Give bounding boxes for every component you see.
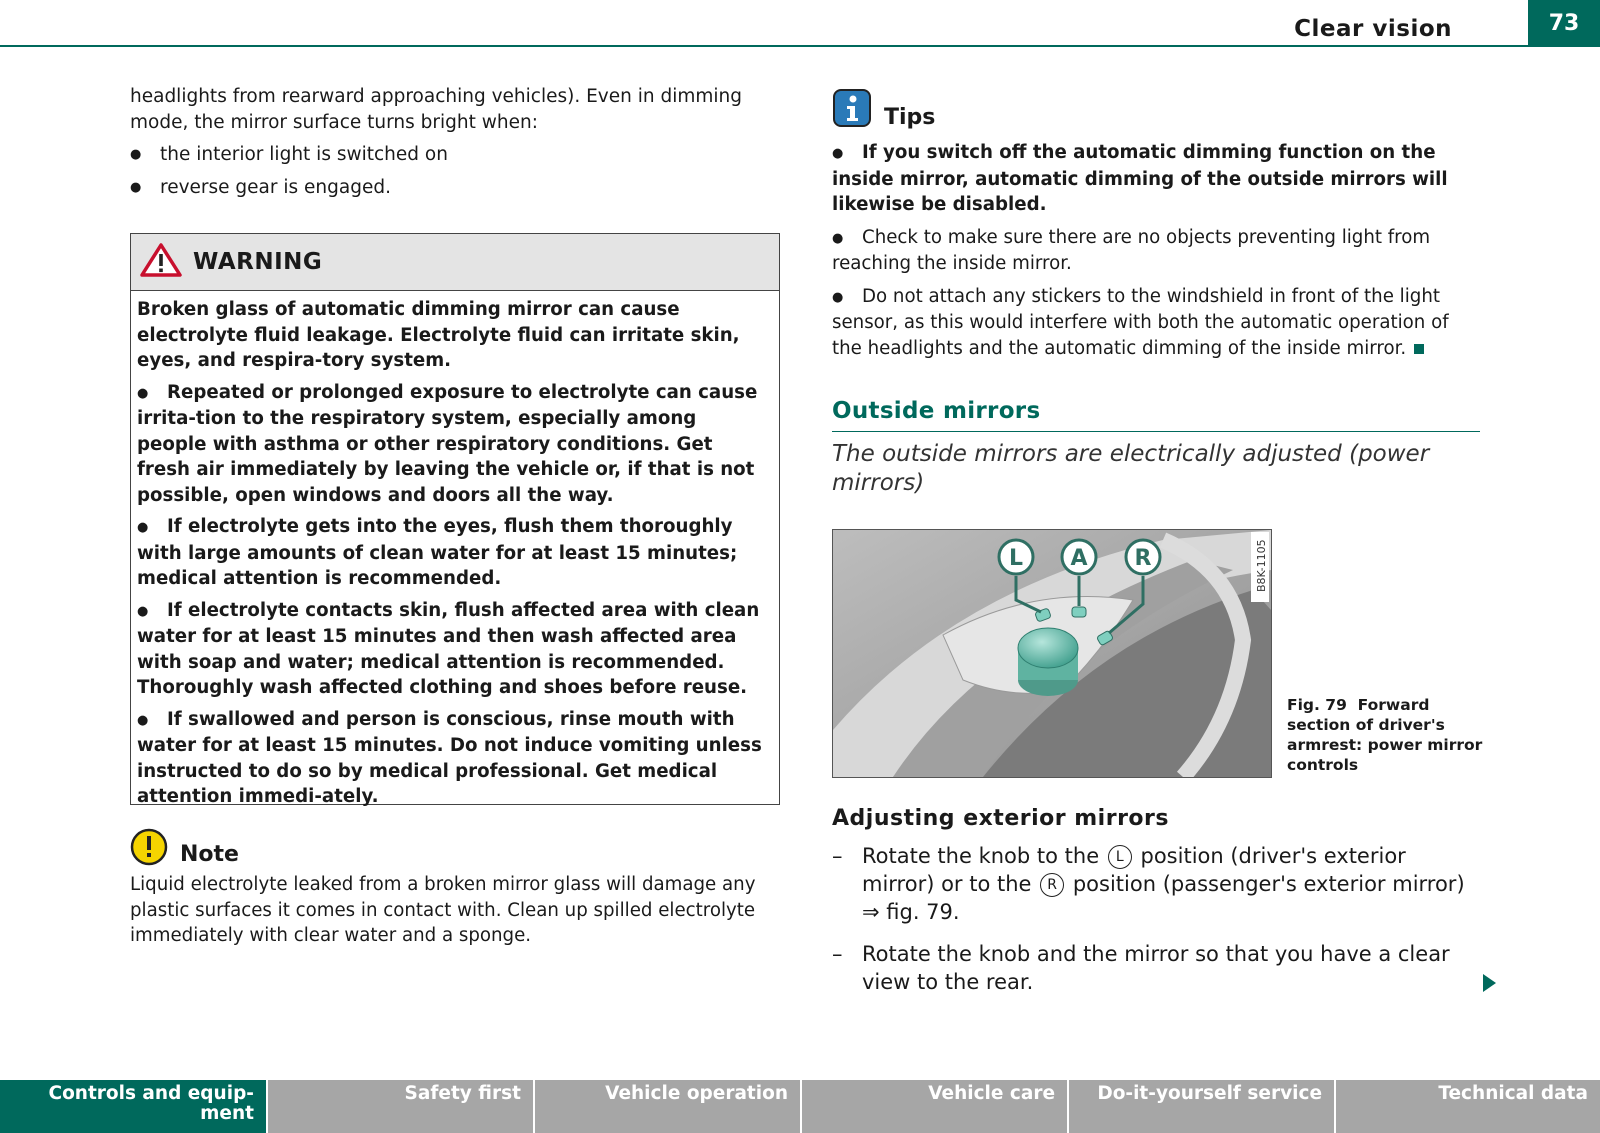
continue-arrow-icon [1483, 974, 1496, 992]
tab-vehicle-care[interactable]: Vehicle care [802, 1080, 1067, 1133]
warning-item: ● If swallowed and person is conscious, rinse mouth with water for at least 15 minutes. Do not induce vomiting unless instructed to do so by medical professional. Get medical attention immedi-ately. [137, 708, 762, 807]
chapter-title: Clear vision [1294, 16, 1452, 42]
tip-item: ● Do not attach any stickers to the windshield in front of the light sensor, as this would interfere with both the automatic operation of the headlights and the automatic dimming of the inside mirror. [832, 285, 1449, 359]
bullet-item: ● the interior light is switched on [130, 142, 780, 168]
figure-caption: Fig. 79 Forward section of driver's armrest: power mirror controls [1287, 696, 1483, 774]
warning-lead: Broken glass of automatic dimming mirror can cause electrolyte fluid leakage. Electrolyte fluid can irritate skin, eyes, and respira-tory system. [137, 299, 740, 371]
warning-header [131, 234, 779, 291]
warning-item: ● Repeated or prolonged exposure to electrolyte can cause irrita-tion to the respiratory system, especially among people with asthma or other respiratory conditions. Get fresh air immediately by leaving the vehicle or, if that is not possible, open windows and doors all the way. [137, 381, 758, 506]
label-r-icon [1126, 540, 1160, 574]
label-a-icon [1062, 540, 1096, 574]
warning-triangle-icon [139, 242, 183, 282]
tips-label: Tips [884, 104, 936, 130]
label-l-icon [999, 540, 1033, 574]
figure-armrest-controls [832, 529, 1272, 778]
end-marker-icon [1414, 344, 1424, 354]
tab-diy-service[interactable]: Do-it-yourself service [1069, 1080, 1334, 1133]
info-icon [832, 88, 872, 132]
page-number: 73 [1528, 0, 1600, 47]
left-column [130, 84, 780, 200]
intro-text: headlights from rearward approaching vehicles). Even in dimming mode, the mirror surface turns bright when: [130, 86, 743, 133]
instruction-step: – Rotate the knob to the L position (driver's exterior mirror) or to the R position (passenger's exterior mirror) ⇒ fig. 79. [832, 844, 1465, 924]
svg-text:R: R [1134, 546, 1152, 571]
tab-vehicle-operation[interactable]: Vehicle operation [535, 1080, 800, 1133]
figure-code: B8K-1105 [1255, 539, 1268, 592]
tip-item: ● If you switch off the automatic dimming function on the inside mirror, automatic dimming of the outside mirrors will likewise be disabled. [832, 142, 1448, 215]
circle-l-icon: L [1108, 845, 1132, 869]
section-title: Outside mirrors [832, 398, 1041, 424]
circle-r-icon: R [1040, 873, 1064, 897]
warning-item: ● If electrolyte gets into the eyes, flush them thoroughly with large amounts of clean water for at least 15 minutes; medical attention is recommended. [137, 516, 738, 589]
tips-header [832, 90, 1480, 130]
mirror-knob-icon [1018, 628, 1078, 696]
header-rule [0, 45, 1528, 47]
tip-item: ● Check to make sure there are no objects preventing light from reaching the inside mirror. [832, 226, 1431, 274]
tab-technical-data[interactable]: Technical data [1336, 1080, 1600, 1133]
warning-item: ● If electrolyte contacts skin, flush affected area with clean water for at least 15 minutes and then wash affected area with soap and water; medical attention is recommended. Thoroughly wash affected clothing and shoes before reuse. [137, 599, 760, 698]
footer-nav [0, 1080, 1600, 1133]
bullet-item: ● reverse gear is engaged. [130, 175, 780, 201]
section-subtitle: The outside mirrors are electrically adjusted (power mirrors) [832, 441, 1430, 496]
warning-body [131, 291, 779, 810]
tab-safety[interactable]: Safety first [268, 1080, 533, 1133]
note-block [130, 830, 780, 949]
instruction-step: – Rotate the knob and the mirror so that you have a clear view to the rear. [832, 942, 1450, 994]
svg-text:A: A [1070, 546, 1088, 571]
section-rule [832, 431, 1480, 432]
note-label: Note [180, 841, 239, 867]
armrest-illustration [833, 530, 1271, 777]
tab-controls[interactable]: Controls and equip-ment [0, 1080, 266, 1133]
svg-text:L: L [1008, 546, 1024, 571]
exclamation-circle-icon [130, 828, 168, 870]
right-column [832, 90, 1480, 361]
subheading: Adjusting exterior mirrors [832, 806, 1169, 831]
note-text: Liquid electrolyte leaked from a broken mirror glass will damage any plastic surfaces it comes in contact with. Clean up spilled electrolyte immediately with clear water and a sponge. [130, 874, 756, 946]
warning-box [130, 233, 780, 805]
warning-label: WARNING [193, 249, 323, 275]
